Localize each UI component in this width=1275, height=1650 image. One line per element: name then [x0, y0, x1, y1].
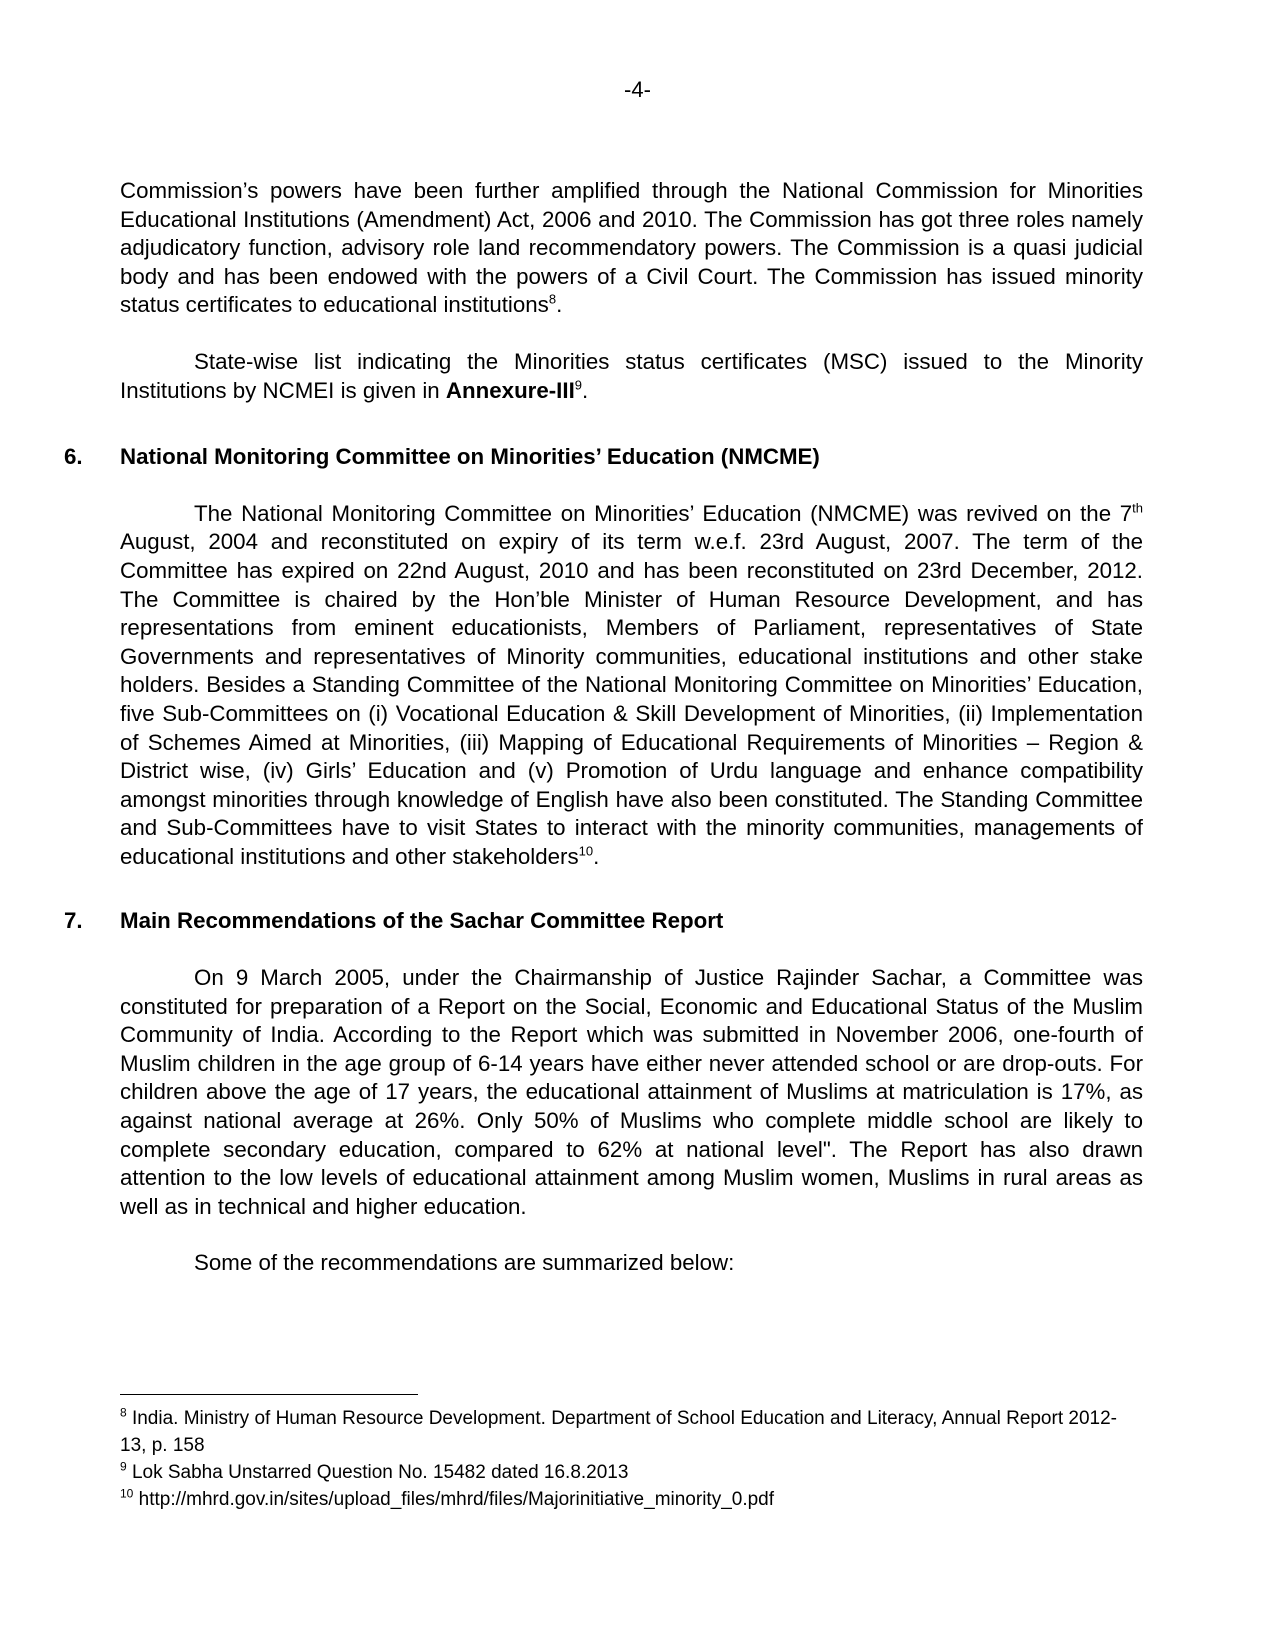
intro-paragraph-text: Commission’s powers have been further amplified through the National Commission for Minorities Educational Institutions (Amendment) Act, 2006 and 2010. The Commission has got three roles namely adjudicatory function, advisory role land recommendatory powers. The Commission is a quasi judicial body and has been endowed with the powers of a Civil Court. The Commission has issued minority status certificates to educational institutions [120, 178, 1143, 318]
footnote-ref-8: 8 [548, 291, 557, 307]
section-7-heading [64, 907, 1143, 936]
annexure-label: Annexure-III [445, 377, 575, 403]
section-7-number: 7. [64, 908, 83, 934]
page-number: -4- [624, 77, 651, 102]
footnote-ref-10: 10 [578, 843, 594, 859]
section-6-title: National Monitoring Committee on Minorities’ Education (NMCME) [120, 444, 820, 470]
recommendations-intro: Some of the recommendations are summarized below: [194, 1250, 735, 1276]
footnote-divider [120, 1394, 418, 1395]
section-6-number: 6. [64, 444, 83, 470]
section-6-heading [64, 443, 1143, 472]
section-7-title: Main Recommendations of the Sachar Committee Report [120, 908, 724, 934]
ordinal-suffix: th [1132, 500, 1143, 516]
annexure-paragraph: State-wise list indicating the Minorities status certificates (MSC) issued to the Minority Institutions by NCMEI is given in Annexure-III$^9$. [120, 348, 1143, 403]
footnote-8: $^8$ India. Ministry of Human Resource Development. Department of School Education and Literacy, Annual Report 2012-13, p. 158 [120, 1405, 1117, 1456]
intro-paragraph: Commission’s powers have been further amplified through the National Commission for Minorities Educational Institutions (Amendment) Act, 2006 and 2010. The Commission has got three roles namely adjudicatory function, advisory role land recommendatory powers. The Commission is a quasi judicial body and has been endowed with the powers of a Civil Court. The Commission has issued minority status certificates to educational institutions$^8$. [120, 178, 1143, 318]
document-body [64, 177, 1143, 1278]
section-7-paragraph: On 9 March 2005, under the Chairmanship of Justice Rajinder Sachar, a Committee was constituted for preparation of a Report on the Social, Economic and Educational Status of the Muslim Community of India. According to the Report which was submitted in November 2006, one-fourth of Muslim children in the age group of 6-14 years have either never attended school or are drop-outs. For children above the age of 17 years, the educational attainment of Muslims at matriculation is 17%, as against national average at 26%. Only 50% of Muslims who complete middle school are likely to complete secondary education, compared to 62% at national level". The Report has also drawn attention to the low levels of educational attainment among Muslim women, Muslims in rural areas as well as in technical and higher education. [120, 965, 1143, 1219]
footnote-10: $^{10}$ http://mhrd.gov.in/sites/upload_files/mhrd/files/Majorinitiative_minority_0.pdf [120, 1486, 775, 1510]
footnote-9: $^9$ Lok Sabha Unstarred Question No. 15482 dated 16.8.2013 [120, 1459, 629, 1483]
annexure-paragraph-text: State-wise list indicating the Minorities status certificates (MSC) issued to the Minority Institutions by NCMEI is given in [120, 348, 1143, 403]
footnote-ref-9: 9 [574, 377, 583, 393]
footnote-10-url: http://mhrd.gov.in/sites/upload_files/mhrd/files/Majorinitiative_minority_0.pdf [133, 1489, 775, 1510]
footnotes [120, 1405, 1143, 1513]
section-6-paragraph: The National Monitoring Committee on Minorities’ Education (NMCME) was revived on the 7th August, 2004 and reconstituted on expiry of its term w.e.f. 23rd August, 2007. The term of the Committee has expired on 22nd August, 2010 and has been reconstituted on 23rd December, 2012. The Committee is chaired by the Hon’ble Minister of Human Resource Development, and has representations from eminent educationists, Members of Parliament, representatives of State Governments and representatives of Minority communities, educational institutions and other stake holders. Besides a Standing Committee of the National Monitoring Committee on Minorities’ Education, five Sub-Committees on (i) Vocational Education & Skill Development of Minorities, (ii) Implementation of Schemes Aimed at Minorities, (iii) Mapping of Educational Requirements of Minorities – Region & District wise, (iv) Girls’ Education and (v) Promotion of Urdu language and enhance compatibility amongst minorities through knowledge of English have also been constituted. The Standing Committee and Sub-Committees have to visit States to interact with the minority communities, managements of educational institutions and other stakeholders$^{10}$. [120, 500, 1143, 869]
